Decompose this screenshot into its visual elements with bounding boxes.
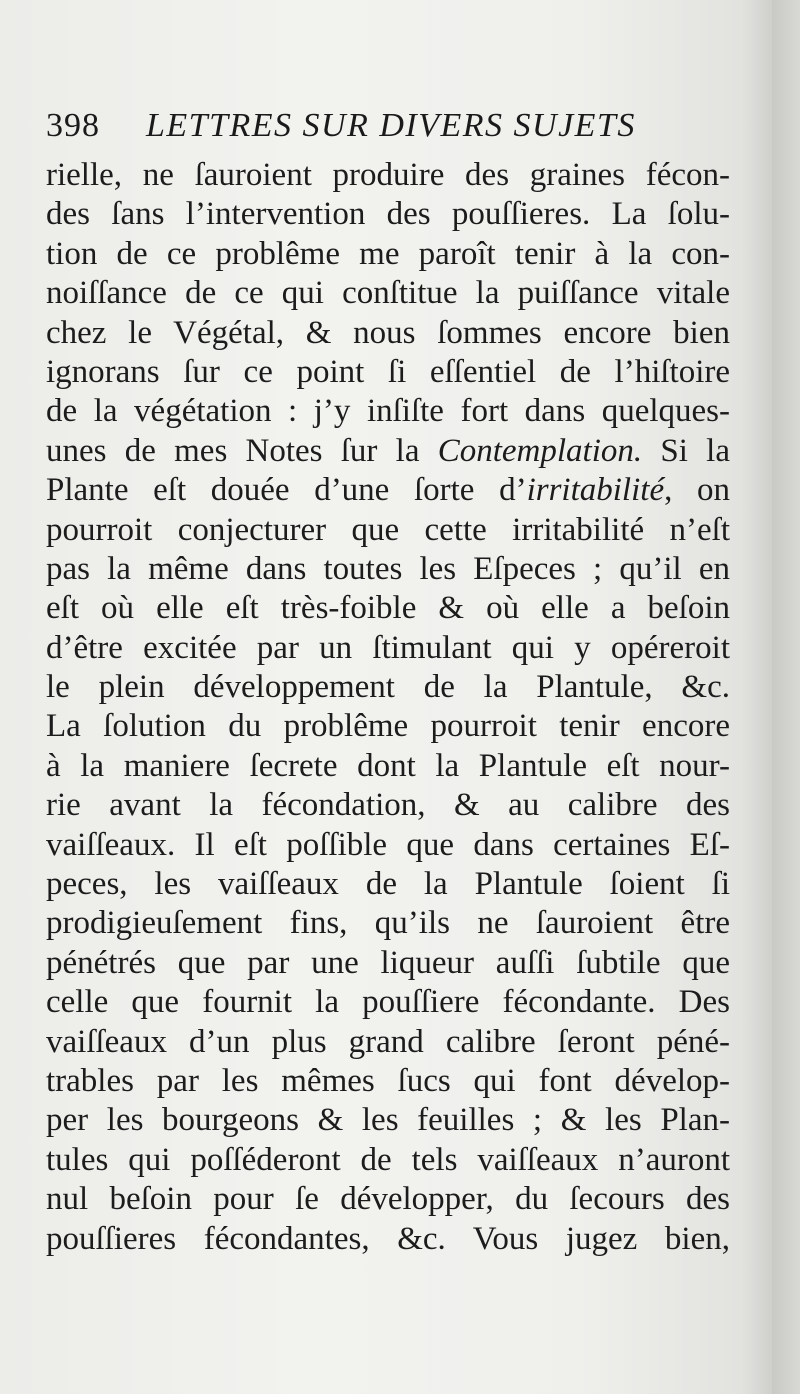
text-line [46, 432, 730, 471]
text-line: vaiſſeaux d’un plus grand calibre ſeront péné- [46, 1023, 730, 1060]
text-line: le plein développement de la Plantule, &c. [46, 669, 730, 706]
text-segment: , on [664, 472, 730, 509]
text-line: chez le Végétal, & nous ſommes encore bien [46, 314, 730, 351]
text-line [46, 471, 730, 510]
text-line: ignorans ſur ce point ſi eſſentiel de l’hiſtoire [46, 353, 730, 390]
text-line: celle que fournit la pouſſiere fécondante. Des [46, 984, 730, 1021]
text-line: pénétrés que par une liqueur auſſi ſubtile que [46, 944, 730, 981]
text-line: tion de ce problême me paroît tenir à la con- [46, 235, 730, 272]
text-segment: Si la [642, 432, 730, 469]
text-line: rielle, ne ſauroient produire des graines fécon- [46, 157, 730, 193]
text-line: nul beſoin pour ſe développer, du ſecours des [46, 1181, 730, 1218]
text-line: pouſſieres fécondantes, &c. Vous jugez bien, [46, 1220, 730, 1257]
text-line: per les bourgeons & les feuilles ; & les Plan- [46, 1102, 730, 1139]
text-line: tules qui poſſéderont de tels vaiſſeaux n’auront [46, 1141, 730, 1178]
italic-term: irritabilité [526, 472, 665, 509]
italic-title: Contemplation. [437, 432, 643, 469]
text-line: rie avant la fécondation, & au calibre des [46, 787, 730, 824]
text-line: d’être excitée par un ſtimulant qui y opéreroit [46, 629, 730, 666]
running-title: LETTRES SUR DIVERS SUJETS [146, 107, 636, 144]
page-edge [772, 0, 800, 1394]
body-text [46, 156, 730, 1259]
text-segment: unes de mes Notes ſur la [46, 432, 438, 469]
text-segment: Plante eſt douée d’une ſorte d’ [46, 472, 527, 509]
text-line: des ſans l’intervention des pouſſieres. La ſolu- [46, 196, 730, 233]
text-line: de la végétation : j’y inſiſte fort dans quelques- [46, 393, 730, 430]
page-number: 398 [46, 107, 100, 144]
text-line: noiſſance de ce qui conſtitue la puiſſance vitale [46, 275, 730, 312]
text-line: à la maniere ſecrete dont la Plantule eſt nour- [46, 747, 730, 784]
text-line: prodigieuſement fins, qu’ils ne ſauroient être [46, 905, 730, 942]
text-line: eſt où elle eſt très-foible & où elle a beſoin [46, 590, 730, 627]
text-line: La ſolution du problême pourroit tenir encore [46, 708, 730, 745]
text-line: trables par les mêmes ſucs qui font dévelop- [46, 1062, 730, 1099]
text-line: peces, les vaiſſeaux de la Plantule ſoient ſi [46, 866, 730, 903]
text-line: pas la même dans toutes les Eſpeces ; qu’il en [46, 550, 730, 587]
text-line: vaiſſeaux. Il eſt poſſible que dans certaines Eſ- [46, 826, 730, 863]
page-header [46, 96, 706, 156]
text-line: pourroit conjecturer que cette irritabilité n’eſt [46, 511, 730, 548]
